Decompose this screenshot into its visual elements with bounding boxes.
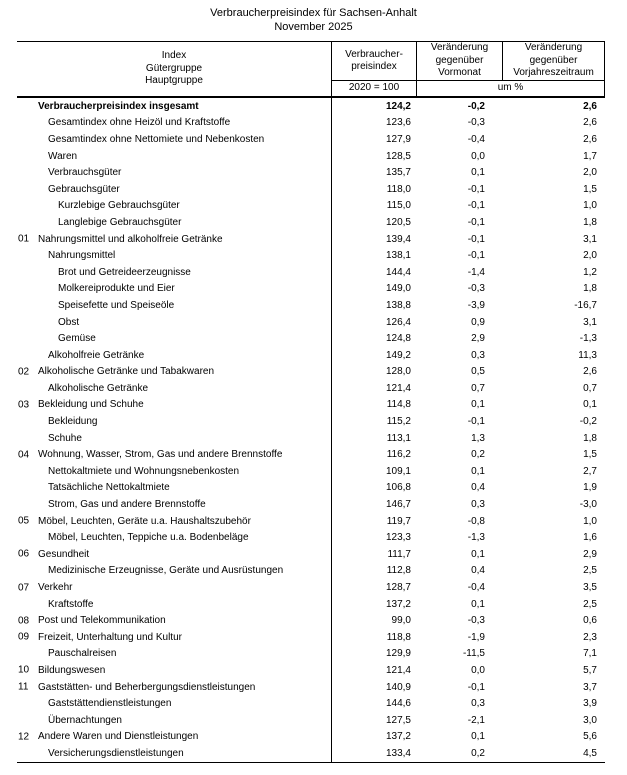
row-mom-value: -0,3 — [467, 283, 485, 295]
row-index-value: 128,5 — [385, 150, 411, 162]
row-mom-value: -0,3 — [467, 615, 485, 627]
row-label: Schuhe — [48, 432, 82, 444]
row-code: 11 — [18, 681, 29, 693]
row-yoy-value: 0,1 — [583, 399, 597, 411]
table-row — [17, 513, 605, 530]
row-label-cell — [17, 198, 332, 215]
row-label: Brot und Getreideerzeugnisse — [58, 266, 191, 278]
row-label-cell — [17, 264, 332, 281]
row-index-value: 149,2 — [385, 349, 411, 361]
table-row — [17, 463, 605, 480]
row-label: Versicherungsdienstleistungen — [48, 747, 184, 759]
table-row — [17, 181, 605, 198]
table-row — [17, 148, 605, 165]
row-code: 07 — [18, 582, 30, 594]
row-mom-value: -2,1 — [467, 714, 485, 726]
row-yoy-value: 3,5 — [583, 582, 597, 594]
row-index-value: 144,4 — [385, 266, 411, 278]
row-label: Möbel, Leuchten, Teppiche u.a. Bodenbeläge — [48, 532, 249, 544]
row-label-cell — [17, 181, 332, 198]
row-mom-value: -11,5 — [462, 648, 485, 660]
row-label: Alkoholische Getränke — [48, 382, 149, 394]
document-title: Verbraucherpreisindex für Sachsen-Anhalt — [210, 7, 417, 19]
row-label-cell — [17, 646, 332, 663]
row-yoy-value: 11,3 — [578, 349, 597, 361]
header-cell-vormonat — [417, 42, 503, 80]
header-yoy-line: Vorjahreszeitraum — [513, 67, 594, 79]
row-label-cell — [17, 579, 332, 596]
row-index-value: 128,7 — [385, 582, 411, 594]
table-row — [17, 231, 605, 248]
row-label: Gesamtindex ohne Heizöl und Kraftstoffe — [48, 117, 231, 129]
row-index-value: 138,8 — [385, 299, 411, 311]
row-mom-value: 0,2 — [471, 747, 485, 759]
row-label: Gesamtindex ohne Nettomiete und Nebenkosten — [48, 133, 265, 145]
row-yoy-value: 3,9 — [583, 698, 597, 710]
table-row — [17, 115, 605, 132]
table-row — [17, 546, 605, 563]
row-label: Gesundheit — [38, 548, 90, 560]
table-row — [17, 729, 605, 746]
row-index-value: 138,1 — [385, 250, 411, 262]
row-label-cell — [17, 463, 332, 480]
header-mom-line: gegenüber — [435, 54, 484, 66]
row-label: Verbraucherpreisindex insgesamt — [38, 100, 199, 112]
row-label-cell — [17, 231, 332, 248]
row-index-value: 115,0 — [386, 200, 411, 212]
row-label: Molkereiprodukte und Eier — [58, 283, 175, 295]
row-label-cell — [17, 513, 332, 530]
row-yoy-value: 1,9 — [583, 482, 597, 494]
row-yoy-value: 2,0 — [583, 167, 597, 179]
header-vpi-line: preisindex — [351, 61, 397, 72]
table-row — [17, 712, 605, 729]
table-row — [17, 695, 605, 712]
header-index-line: Index — [161, 50, 187, 62]
row-code: 03 — [18, 399, 30, 411]
row-label-cell — [17, 662, 332, 679]
row-yoy-value: 0,6 — [583, 615, 597, 627]
row-mom-value: -1,9 — [467, 631, 485, 643]
row-code: 02 — [18, 366, 30, 378]
row-yoy-value: 2,3 — [583, 631, 597, 643]
row-index-value: 123,6 — [385, 117, 411, 129]
row-mom-value: 2,9 — [471, 333, 485, 345]
row-label-cell — [17, 745, 332, 762]
row-yoy-value: -16,7 — [574, 299, 597, 311]
header-change-columns — [417, 42, 605, 96]
row-code: 09 — [18, 631, 30, 643]
row-yoy-value: 1,5 — [583, 183, 597, 195]
row-index-value: 140,9 — [385, 681, 411, 693]
row-index-value: 120,5 — [385, 216, 411, 228]
row-index-value: 127,5 — [385, 714, 411, 726]
header-yoy-line: Veränderung — [524, 42, 583, 54]
row-label: Langlebige Gebrauchsgüter — [58, 216, 182, 228]
row-mom-value: -0,2 — [467, 100, 485, 112]
row-mom-value: 0,7 — [471, 382, 485, 394]
header-cell-index-guetergruppe — [17, 42, 332, 96]
table-row — [17, 131, 605, 148]
row-index-value: 124,8 — [385, 333, 411, 345]
row-yoy-value: 2,5 — [583, 565, 597, 577]
row-yoy-value: -0,2 — [579, 416, 597, 428]
row-label: Bildungswesen — [38, 664, 106, 676]
row-code: 08 — [18, 615, 30, 627]
row-mom-value: 0,1 — [471, 731, 485, 743]
row-label-cell — [17, 131, 332, 148]
row-label-cell — [17, 330, 332, 347]
row-label: Nettokaltmiete und Wohnungsnebenkosten — [48, 465, 240, 477]
row-yoy-value: 2,6 — [583, 366, 597, 378]
row-label: Kraftstoffe — [48, 598, 94, 610]
row-label: Waren — [48, 150, 78, 162]
row-mom-value: 0,1 — [471, 548, 485, 560]
row-index-value: 137,2 — [385, 731, 411, 743]
row-mom-value: -0,8 — [467, 515, 485, 527]
row-mom-value: 0,2 — [471, 449, 485, 461]
row-mom-value: -0,1 — [467, 216, 485, 228]
row-index-value: 128,0 — [385, 366, 411, 378]
table-row — [17, 563, 605, 580]
row-mom-value: 0,0 — [471, 664, 485, 676]
table-row — [17, 347, 605, 364]
row-mom-value: 0,1 — [471, 465, 485, 477]
row-yoy-value: 2,5 — [583, 598, 597, 610]
row-label-cell — [17, 712, 332, 729]
row-label-cell — [17, 347, 332, 364]
row-label: Möbel, Leuchten, Geräte u.a. Haushaltszubehör — [38, 515, 251, 527]
row-label: Tatsächliche Nettokaltmiete — [48, 482, 170, 494]
row-code: 01 — [18, 233, 30, 245]
row-mom-value: 0,1 — [471, 167, 485, 179]
row-code: 12 — [18, 731, 30, 743]
row-index-value: 144,6 — [385, 698, 411, 710]
row-index-value: 118,0 — [386, 183, 411, 195]
row-index-value: 109,1 — [385, 465, 411, 477]
table-row — [17, 446, 605, 463]
table-row — [17, 745, 605, 762]
row-code: 04 — [18, 449, 30, 461]
row-index-value: 116,2 — [386, 449, 411, 461]
table-row — [17, 364, 605, 381]
row-mom-value: -0,1 — [467, 416, 485, 428]
row-yoy-value: 1,8 — [583, 432, 597, 444]
table-row — [17, 596, 605, 613]
table-body — [17, 98, 605, 763]
row-yoy-value: 7,1 — [583, 648, 597, 660]
row-code: 10 — [18, 664, 30, 676]
row-index-value: 119,7 — [386, 515, 411, 527]
table-row — [17, 247, 605, 264]
row-index-value: 118,8 — [386, 631, 411, 643]
table-row — [17, 679, 605, 696]
row-index-value: 112,8 — [386, 565, 411, 577]
row-index-value: 137,2 — [385, 598, 411, 610]
row-index-value: 149,0 — [385, 283, 411, 295]
row-label-cell — [17, 98, 332, 115]
row-label: Pauschalreisen — [48, 648, 117, 660]
row-label-cell — [17, 281, 332, 298]
row-mom-value: 0,0 — [471, 150, 485, 162]
row-yoy-value: 4,5 — [583, 747, 597, 759]
table-header — [17, 41, 605, 98]
row-label: Alkoholfreie Getränke — [48, 349, 145, 361]
row-index-value: 121,4 — [385, 382, 411, 394]
row-yoy-value: -3,0 — [579, 499, 597, 511]
table-row — [17, 662, 605, 679]
row-index-value: 129,9 — [385, 648, 411, 660]
row-label-cell — [17, 364, 332, 381]
row-mom-value: -0,1 — [467, 681, 485, 693]
row-label: Verbrauchsgüter — [48, 167, 122, 179]
row-mom-value: -0,1 — [467, 183, 485, 195]
row-label-cell — [17, 729, 332, 746]
table-row — [17, 579, 605, 596]
row-label-cell — [17, 612, 332, 629]
row-label-cell — [17, 115, 332, 132]
row-label-cell — [17, 529, 332, 546]
row-mom-value: 0,3 — [471, 499, 485, 511]
header-cell-verbraucherpreisindex — [332, 42, 417, 96]
row-label-cell — [17, 629, 332, 646]
table-row — [17, 297, 605, 314]
row-code: 06 — [18, 548, 30, 560]
row-label-cell — [17, 430, 332, 447]
row-mom-value: 0,3 — [471, 698, 485, 710]
table-row — [17, 612, 605, 629]
row-yoy-value: 1,2 — [583, 266, 597, 278]
row-yoy-value: 0,7 — [583, 382, 597, 394]
row-index-value: 124,2 — [385, 100, 411, 112]
row-label: Obst — [58, 316, 80, 328]
header-index-line: Gütergruppe — [145, 62, 203, 74]
row-mom-value: -0,4 — [467, 133, 485, 145]
table-row — [17, 214, 605, 231]
table-row — [17, 397, 605, 414]
row-label: Freizeit, Unterhaltung und Kultur — [38, 631, 182, 643]
row-mom-value: 0,3 — [471, 349, 485, 361]
row-mom-value: 0,4 — [471, 482, 485, 494]
row-yoy-value: 5,7 — [583, 664, 597, 676]
row-yoy-value: 2,7 — [583, 465, 597, 477]
row-mom-value: -0,4 — [467, 582, 485, 594]
table-row — [17, 496, 605, 513]
header-cell-vorjahreszeitraum — [503, 42, 604, 80]
row-label: Gemüse — [58, 333, 96, 345]
row-label: Bekleidung und Schuhe — [38, 399, 144, 411]
row-label-cell — [17, 148, 332, 165]
table-row — [17, 629, 605, 646]
row-yoy-value: 1,5 — [583, 449, 597, 461]
table-row — [17, 529, 605, 546]
header-yoy-line: gegenüber — [529, 54, 578, 66]
row-label-cell — [17, 247, 332, 264]
row-mom-value: 0,4 — [471, 565, 485, 577]
row-index-value: 115,2 — [386, 416, 411, 428]
row-index-value: 121,4 — [385, 664, 411, 676]
header-mom-line: Vormonat — [438, 67, 481, 79]
table-row — [17, 380, 605, 397]
table-row — [17, 264, 605, 281]
table-row — [17, 430, 605, 447]
row-label: Kurzlebige Gebrauchsgüter — [58, 200, 180, 212]
row-label: Andere Waren und Dienstleistungen — [38, 731, 199, 743]
row-index-value: 106,8 — [385, 482, 411, 494]
row-yoy-value: 2,6 — [583, 133, 597, 145]
row-yoy-value: 2,6 — [583, 100, 597, 112]
row-yoy-value: 3,7 — [583, 681, 597, 693]
row-label: Strom, Gas und andere Brennstoffe — [48, 499, 206, 511]
row-yoy-value: 3,1 — [583, 233, 597, 245]
row-mom-value: -1,4 — [467, 266, 485, 278]
row-label: Nahrungsmittel — [48, 250, 116, 262]
table-row — [17, 314, 605, 331]
row-label: Medizinische Erzeugnisse, Geräte und Ausrüstungen — [48, 565, 284, 577]
document-subtitle: November 2025 — [274, 21, 353, 33]
row-label: Speisefette und Speiseöle — [58, 299, 175, 311]
row-label-cell — [17, 297, 332, 314]
row-index-value: 114,8 — [386, 399, 411, 411]
row-index-value: 127,9 — [385, 133, 411, 145]
row-label: Post und Telekommunikation — [38, 615, 166, 627]
row-label-cell — [17, 164, 332, 181]
row-index-value: 113,1 — [386, 432, 411, 444]
row-yoy-value: 3,0 — [583, 714, 597, 726]
row-mom-value: 0,1 — [471, 598, 485, 610]
row-index-value: 133,4 — [385, 747, 411, 759]
row-label-cell — [17, 380, 332, 397]
table-row — [17, 198, 605, 215]
row-index-value: 99,0 — [391, 615, 411, 627]
row-label-cell — [17, 546, 332, 563]
row-mom-value: 1,3 — [471, 432, 485, 444]
header-cell-base-year: 2020 = 100 — [348, 82, 400, 94]
row-yoy-value: 1,0 — [583, 515, 597, 527]
row-yoy-value: -1,3 — [579, 333, 597, 345]
row-mom-value: 0,9 — [471, 316, 485, 328]
row-label: Gaststätten- und Beherbergungsdienstleistungen — [38, 681, 256, 693]
table-row — [17, 98, 605, 115]
header-index-line: Hauptgruppe — [145, 75, 203, 87]
row-label-cell — [17, 596, 332, 613]
row-yoy-value: 1,8 — [583, 283, 597, 295]
table-row — [17, 480, 605, 497]
row-mom-value: -0,1 — [467, 200, 485, 212]
row-label: Nahrungsmittel und alkoholfreie Getränke — [38, 233, 223, 245]
row-mom-value: -3,9 — [467, 299, 485, 311]
row-index-value: 126,4 — [385, 316, 411, 328]
row-label-cell — [17, 314, 332, 331]
row-mom-value: -0,1 — [467, 250, 485, 262]
row-label-cell — [17, 446, 332, 463]
row-label-cell — [17, 214, 332, 231]
row-yoy-value: 2,9 — [583, 548, 597, 560]
row-label: Gaststättendienstleistungen — [48, 698, 172, 710]
row-yoy-value: 1,6 — [583, 532, 597, 544]
table-row — [17, 164, 605, 181]
row-label: Bekleidung — [48, 416, 98, 428]
row-label-cell — [17, 480, 332, 497]
row-label-cell — [17, 695, 332, 712]
table-row — [17, 413, 605, 430]
row-label-cell — [17, 563, 332, 580]
row-label: Gebrauchsgüter — [48, 183, 120, 195]
row-mom-value: -1,3 — [467, 532, 485, 544]
row-mom-value: -0,1 — [467, 233, 485, 245]
table-row — [17, 281, 605, 298]
row-mom-value: 0,1 — [471, 399, 485, 411]
header-vpi-line: Verbraucher- — [345, 48, 403, 60]
table-row — [17, 646, 605, 663]
row-label-cell — [17, 413, 332, 430]
row-mom-value: 0,5 — [471, 366, 485, 378]
row-yoy-value: 2,6 — [583, 117, 597, 129]
row-index-value: 111,7 — [387, 548, 411, 560]
row-yoy-value: 1,0 — [583, 200, 597, 212]
row-yoy-value: 1,8 — [583, 216, 597, 228]
row-index-value: 146,7 — [385, 499, 411, 511]
row-index-value: 135,7 — [385, 167, 411, 179]
row-label: Wohnung, Wasser, Strom, Gas und andere Brennstoffe — [38, 449, 283, 461]
row-label: Alkoholische Getränke und Tabakwaren — [38, 366, 215, 378]
row-mom-value: -0,3 — [467, 117, 485, 129]
header-mom-line: Veränderung — [430, 42, 489, 54]
table-row — [17, 330, 605, 347]
row-index-value: 123,3 — [385, 532, 411, 544]
header-cell-unit-percent: um % — [497, 82, 524, 94]
row-yoy-value: 1,7 — [583, 150, 597, 162]
row-label-cell — [17, 679, 332, 696]
row-label-cell — [17, 397, 332, 414]
row-yoy-value: 3,1 — [583, 316, 597, 328]
row-yoy-value: 2,0 — [583, 250, 597, 262]
price-index-table — [17, 41, 605, 763]
row-label: Übernachtungen — [48, 714, 122, 726]
row-label: Verkehr — [38, 582, 73, 594]
row-yoy-value: 5,6 — [583, 731, 597, 743]
row-label-cell — [17, 496, 332, 513]
row-index-value: 139,4 — [385, 233, 411, 245]
row-code: 05 — [18, 515, 30, 527]
